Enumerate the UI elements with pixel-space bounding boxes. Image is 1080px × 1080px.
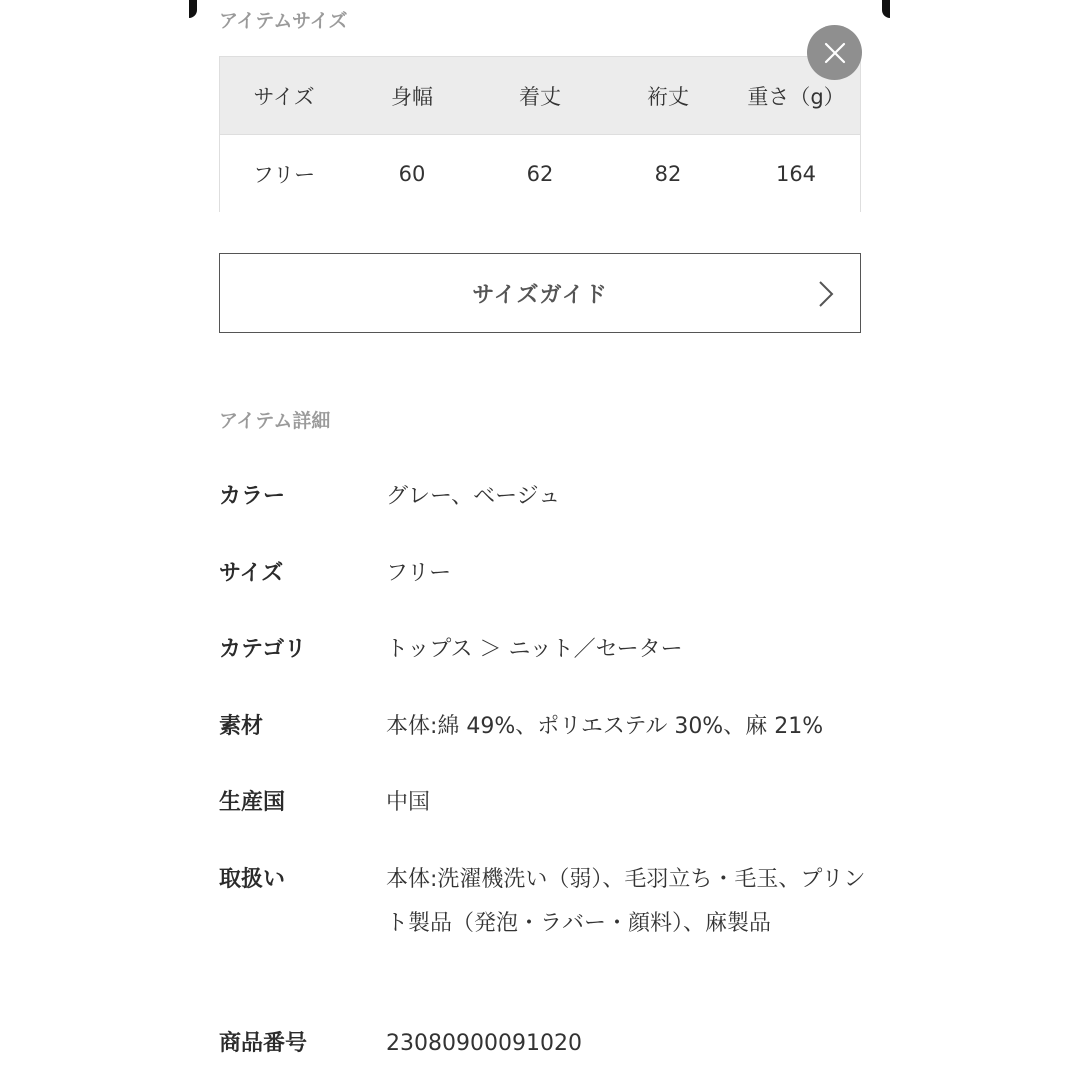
detail-value: トップス ＞ ニット／セーター: [386, 637, 683, 662]
size-guide-label: サイズガイド: [472, 282, 608, 308]
detail-value: 中国: [386, 790, 431, 815]
size-cell: 60: [398, 161, 426, 186]
size-header-cell: 身幅: [391, 84, 433, 109]
item-size-title: アイテムサイズ: [219, 10, 348, 32]
chevron-right-icon: [818, 280, 834, 308]
modal-edge-right: [882, 0, 890, 18]
size-table-header: [220, 57, 860, 135]
list-item: [219, 552, 879, 596]
size-cell: フリー: [252, 162, 316, 187]
size-cell: 164: [775, 161, 817, 186]
size-guide-button[interactable]: [219, 253, 861, 333]
detail-value: 本体:綿 49%、ポリエステル 30%、麻 21%: [386, 714, 824, 739]
detail-label: 商品番号: [219, 1031, 308, 1056]
list-item: [219, 1022, 879, 1066]
detail-label: 生産国: [219, 790, 286, 815]
modal-edge-left: [189, 0, 197, 18]
detail-label: カラー: [219, 484, 286, 509]
detail-value: 23080900091020: [386, 1031, 582, 1056]
size-table: [219, 56, 861, 212]
detail-label: 素材: [219, 714, 264, 739]
detail-value: 本体:洗濯機洗い（弱）、毛羽立ち・毛玉、プリント製品（発泡・ラバー・顔料）、麻製品: [386, 867, 866, 936]
size-header-cell: 着丈: [519, 84, 561, 109]
detail-label: サイズ: [219, 561, 284, 586]
list-item: [219, 858, 879, 946]
list-item: [219, 781, 879, 825]
size-header-cell: 重さ（g）: [747, 84, 845, 109]
list-item: [219, 705, 879, 749]
detail-label: カテゴリ: [219, 637, 307, 662]
detail-value: グレー、ベージュ: [386, 484, 561, 509]
table-row: [220, 135, 860, 212]
list-item: [219, 475, 879, 519]
item-details-title: アイテム詳細: [219, 410, 331, 432]
size-header-cell: サイズ: [253, 84, 315, 109]
size-header-cell: 裄丈: [647, 84, 689, 109]
detail-value: フリー: [386, 561, 452, 586]
list-item: [219, 628, 879, 672]
detail-label: 取扱い: [219, 867, 286, 892]
size-cell: 62: [526, 161, 554, 186]
close-icon: [824, 42, 846, 64]
size-cell: 82: [654, 161, 682, 186]
close-button[interactable]: [807, 25, 862, 80]
